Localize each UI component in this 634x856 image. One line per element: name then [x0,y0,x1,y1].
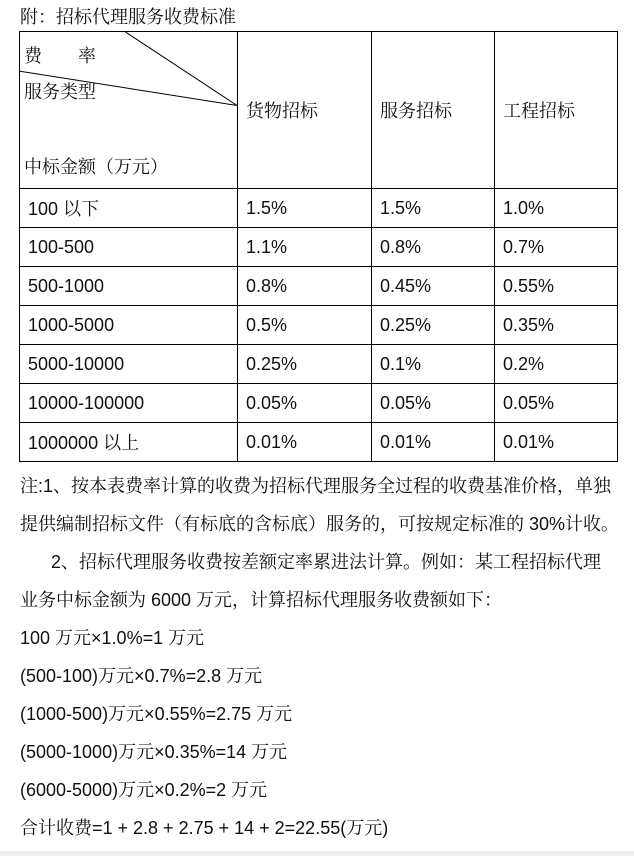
note-line: 合计收费=1 + 2.8 + 2.75 + 14 + 2=22.55(万元) [20,818,389,838]
note-line: (500-100)万元×0.7%=2.8 万元 [20,666,263,686]
column-header-engineering: 工程招标 [495,32,618,189]
rate-cell: 0.05% [238,384,372,423]
rate-cell: 0.01% [238,423,372,462]
amount-range-cell: 100 以下 [20,189,238,228]
rate-cell: 0.45% [372,267,495,306]
note-line: (6000-5000)万元×0.2%=2 万元 [20,780,268,800]
rate-cell: 0.7% [495,228,618,267]
table-row [20,228,618,267]
corner-label-service-type: 服务类型 [24,82,96,102]
notes [20,467,620,847]
rate-cell: 0.1% [372,345,495,384]
amount-range-cell: 10000-100000 [20,384,238,423]
amount-range-cell: 1000000 以上 [20,423,238,462]
rate-cell: 1.0% [495,189,618,228]
rate-cell: 0.55% [495,267,618,306]
fee-table-body [20,32,618,462]
rate-cell: 0.8% [238,267,372,306]
amount-range-cell: 5000-10000 [20,345,238,384]
table-row [20,306,618,345]
rate-cell: 1.5% [372,189,495,228]
page-title: 附：招标代理服务收费标准 [20,7,236,27]
table-row [20,345,618,384]
table-row [20,267,618,306]
table-row [20,189,618,228]
rate-cell: 0.25% [238,345,372,384]
table-row [20,384,618,423]
table-header-row [20,32,618,189]
rate-cell: 0.35% [495,306,618,345]
note-line: 100 万元×1.0%=1 万元 [20,628,205,648]
rate-cell: 0.05% [495,384,618,423]
amount-range-cell: 100-500 [20,228,238,267]
column-header-services: 服务招标 [372,32,495,189]
rate-cell: 0.01% [372,423,495,462]
corner-label-award-amount: 中标金额（万元） [24,157,168,177]
amount-range-cell: 1000-5000 [20,306,238,345]
rate-cell: 0.25% [372,306,495,345]
note-line: (1000-500)万元×0.55%=2.75 万元 [20,704,293,724]
note-line: (5000-1000)万元×0.35%=14 万元 [20,742,288,762]
column-header-goods: 货物招标 [238,32,372,189]
amount-range-cell: 500-1000 [20,267,238,306]
rate-cell: 0.2% [495,345,618,384]
corner-label-rate: 费 率 [24,46,96,66]
table-row [20,423,618,462]
fee-table [19,31,618,462]
rate-cell: 0.01% [495,423,618,462]
note-line: 2、招标代理服务收费按差额定率累进法计算。例如：某工程招标代理 [51,552,602,572]
rate-cell: 1.1% [238,228,372,267]
corner-header-cell [20,32,238,189]
page-bottom-edge [0,851,634,856]
note-line: 注:1、按本表费率计算的收费为招标代理服务全过程的收费基准价格，单独 [20,476,612,496]
rate-cell: 1.5% [238,189,372,228]
rate-cell: 0.05% [372,384,495,423]
note-line: 业务中标金额为 6000 万元，计算招标代理服务收费额如下： [20,590,503,610]
rate-cell: 0.8% [372,228,495,267]
note-line: 提供编制招标文件（有标底的含标底）服务的，可按规定标准的 30%计收。 [20,514,620,534]
rate-cell: 0.5% [238,306,372,345]
